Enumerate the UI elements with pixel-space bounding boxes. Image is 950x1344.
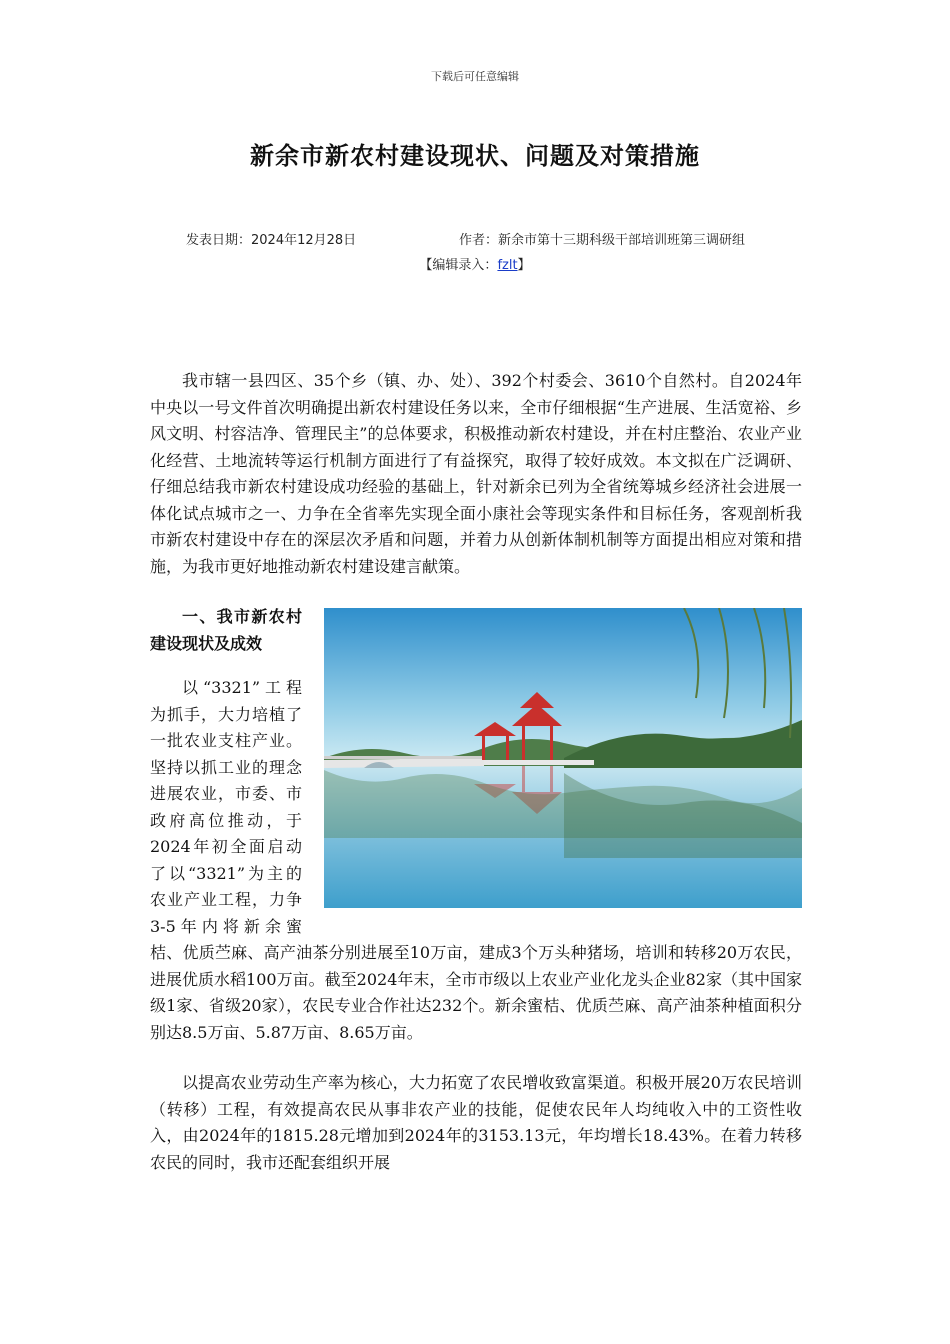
article-body [150,368,802,1200]
editor-suffix: 】 [517,258,531,273]
section1-heading: 一、我市新农村建设现状及成效 [150,607,302,653]
section1-paragraph-1: 以“3321”工程为抓手，大力培植了一批农业支柱产业。坚持以抓工业的理念进展农业，市委、市政府高位推动，于2024年初全面启动了以“3321”为主的农业产业工程，力争3-5年内将新余蜜桔、优质苎麻、高产油茶分别进展至10万亩，建成3个万头种猪场，培训和转移20万农民，进展优质水稻100万亩。截至2024年末，全市市级以上农业产业化龙头企业82家（其中国家级1家、省级20家），农民专业合作社达232个。新余蜜桔、优质苎麻、高产油茶种植面积分别达8.5万亩、5.87万亩、8.65万亩。 [150,678,802,1042]
lake-pavilion-photo [324,608,802,908]
author [459,229,745,248]
publish-date [186,229,356,248]
date-value: 2024年12月28日 [251,233,357,248]
editor-link[interactable]: fzlt [497,258,518,273]
author-value: 新余市第十三期科级干部培训班第三调研组 [498,233,746,248]
editor-line [0,254,950,273]
date-label: 发表日期： [186,233,252,248]
header-note: 下载后可任意编辑 [431,70,519,83]
section1-paragraph-2: 以提高农业劳动生产率为核心，大力拓宽了农民增收致富渠道。积极开展20万农民培训（转移）工程，有效提高农民从事非农产业的技能，促使农民年人均纯收入中的工资性收入，由2024年的1815.28元增加到2024年的3153.13元，年均增长18.43%。在着力转移农民的同时，我市还配套组织开展 [150,1073,802,1172]
author-label: 作者： [459,233,499,248]
intro-paragraph: 我市辖一县四区、35个乡（镇、办、处）、392个村委会、3610个自然村。自2024年中央以一号文件首次明确提出新农村建设任务以来，全市仔细根据“生产进展、生活宽裕、乡风文明、村容洁净、管理民主”的总体要求，积极推动新农村建设，并在村庄整治、农业产业化经营、土地流转等运行机制方面进行了有益探究，取得了较好成效。本文拟在广泛调研、仔细总结我市新农村建设成功经验的基础上，针对新余已列为全省统筹城乡经济社会进展一体化试点城市之一、力争在全省率先实现全面小康社会等现实条件和目标任务，客观剖析我市新农村建设中存在的深层次矛盾和问题，并着力从创新体制机制等方面提出相应对策和措施，为我市更好地推动新农村建设建言献策。 [150,371,802,576]
page-title: 新余市新农村建设现状、问题及对策措施 [250,141,700,170]
editor-prefix: 【编辑录入： [419,258,498,273]
